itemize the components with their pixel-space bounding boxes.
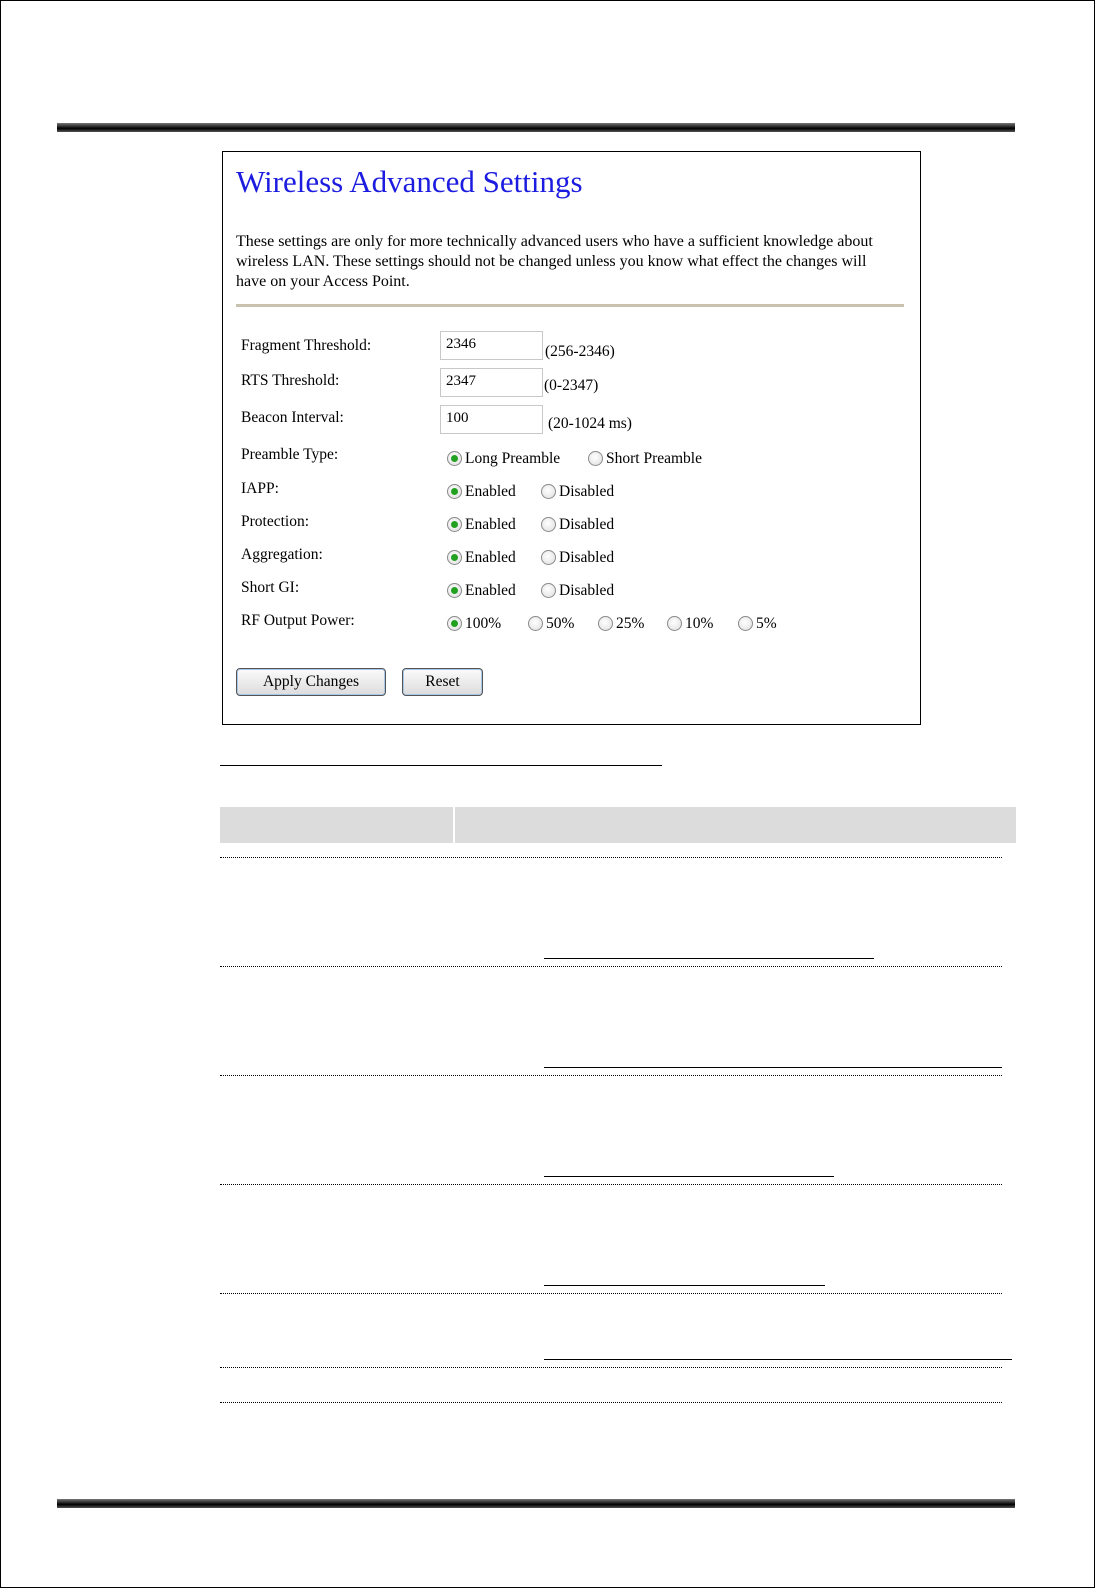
rf-power-5-label: 5% — [756, 615, 777, 632]
underline — [544, 1176, 834, 1177]
preamble-long-label: Long Preamble — [465, 450, 561, 467]
fragment-threshold-input[interactable]: 2346 — [440, 331, 543, 360]
rf-output-power-label: RF Output Power: — [241, 612, 355, 629]
beacon-interval-label: Beacon Interval: — [241, 409, 344, 426]
iapp-disabled-label: Disabled — [559, 483, 615, 500]
table-header-description — [455, 807, 1016, 843]
page-title: Wireless Advanced Settings — [236, 164, 583, 199]
preamble-type-label: Preamble Type: — [241, 446, 339, 463]
radio-unselected-icon[interactable] — [528, 616, 543, 631]
underline — [544, 1067, 1002, 1068]
table-row-separator — [220, 857, 1002, 858]
protection-label: Protection: — [241, 513, 310, 530]
fragment-threshold-range: (256-2346) — [545, 343, 615, 360]
protection-disabled-label: Disabled — [559, 516, 615, 533]
fragment-threshold-label: Fragment Threshold: — [241, 337, 372, 354]
aggregation-label: Aggregation: — [241, 546, 323, 563]
radio-selected-icon[interactable] — [447, 484, 462, 499]
header-rule — [57, 123, 1015, 132]
table-row-separator — [220, 966, 1002, 967]
radio-unselected-icon[interactable] — [667, 616, 682, 631]
radio-selected-icon[interactable] — [447, 451, 462, 466]
radio-unselected-icon[interactable] — [541, 550, 556, 565]
underline — [544, 958, 874, 959]
rf-power-10-label: 10% — [685, 615, 714, 632]
underline — [544, 1359, 1012, 1360]
radio-unselected-icon[interactable] — [541, 583, 556, 598]
rts-threshold-range: (0-2347) — [544, 377, 599, 394]
apply-changes-button[interactable]: Apply Changes — [236, 668, 386, 696]
radio-unselected-icon[interactable] — [738, 616, 753, 631]
radio-selected-icon[interactable] — [447, 583, 462, 598]
iapp-enabled-label: Enabled — [465, 483, 516, 500]
wireless-advanced-settings-panel — [222, 151, 921, 725]
beacon-interval-range: (20-1024 ms) — [548, 415, 632, 432]
beacon-interval-input[interactable]: 100 — [440, 405, 543, 434]
short-gi-disabled-label: Disabled — [559, 582, 615, 599]
radio-unselected-icon[interactable] — [588, 451, 603, 466]
table-row-separator — [220, 1184, 1002, 1185]
radio-unselected-icon[interactable] — [541, 517, 556, 532]
radio-unselected-icon[interactable] — [541, 484, 556, 499]
table-header-item — [220, 807, 453, 843]
reset-button[interactable]: Reset — [402, 668, 483, 696]
preamble-short-label: Short Preamble — [606, 450, 702, 467]
underline — [544, 1285, 825, 1286]
table-row-separator — [220, 1293, 1002, 1294]
iapp-label: IAPP: — [241, 480, 279, 497]
aggregation-disabled-label: Disabled — [559, 549, 615, 566]
footer-rule — [57, 1499, 1015, 1508]
table-row-separator — [220, 1075, 1002, 1076]
page-description: These settings are only for more technically advanced users who have a sufficient knowledge about wireless LAN. These settings should not be changed unless you know what effect the changes will have on your Access Point. — [236, 233, 873, 290]
rts-threshold-label: RTS Threshold: — [241, 372, 340, 389]
radio-selected-icon[interactable] — [447, 517, 462, 532]
caption-underline — [220, 765, 662, 766]
table-row-separator — [220, 1367, 1002, 1368]
rf-power-100-label: 100% — [465, 615, 502, 632]
rf-power-25-label: 25% — [616, 615, 645, 632]
radio-selected-icon[interactable] — [447, 616, 462, 631]
aggregation-enabled-label: Enabled — [465, 549, 516, 566]
divider — [236, 304, 904, 307]
radio-selected-icon[interactable] — [447, 550, 462, 565]
table-row-separator — [220, 1402, 1002, 1403]
rf-power-50-label: 50% — [546, 615, 575, 632]
short-gi-enabled-label: Enabled — [465, 582, 516, 599]
short-gi-label: Short GI: — [241, 579, 300, 596]
rts-threshold-input[interactable]: 2347 — [440, 368, 543, 397]
radio-unselected-icon[interactable] — [598, 616, 613, 631]
protection-enabled-label: Enabled — [465, 516, 516, 533]
